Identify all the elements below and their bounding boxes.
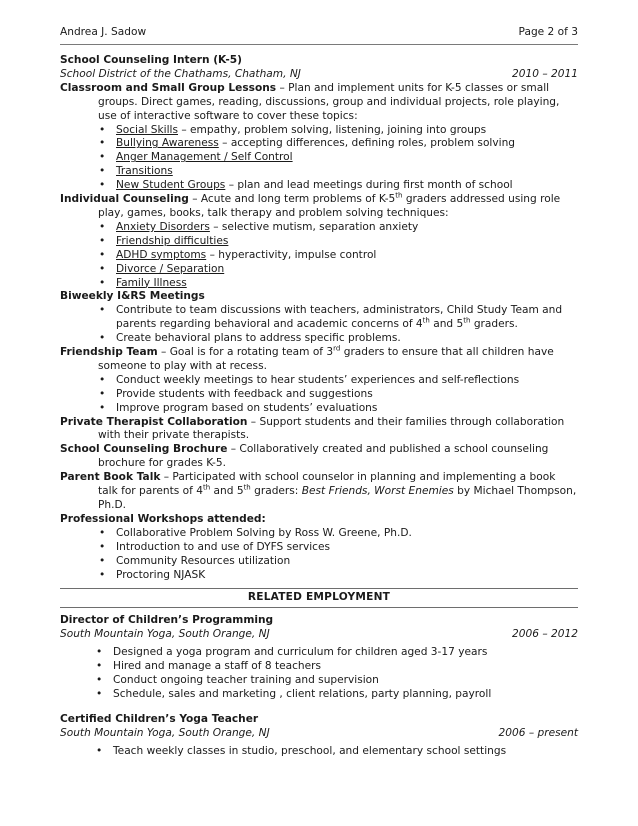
individual-text: graders addressed using role play, games, books, talk therapy and problem solving techniques: bbox=[98, 193, 561, 219]
brochure-label: School Counseling Brochure bbox=[60, 443, 228, 456]
book-talk-text: and 5 bbox=[210, 485, 244, 498]
ordinal-suffix: th bbox=[422, 316, 430, 325]
friendship-text: graders to ensure that all children have someone to play with at recess. bbox=[98, 346, 554, 372]
topic-desc: – empathy, problem solving, listening, joining into groups bbox=[178, 123, 487, 136]
ordinal-suffix: rd bbox=[333, 344, 341, 353]
topic-label: New Student Groups bbox=[116, 179, 226, 192]
individual-topics-list bbox=[60, 221, 578, 291]
related-employment-heading: RELATED EMPLOYMENT bbox=[60, 588, 578, 607]
director-org-row bbox=[60, 628, 578, 642]
topic-label: Family Illness bbox=[116, 276, 187, 289]
ordinal-suffix: th bbox=[202, 483, 211, 492]
list-item bbox=[116, 235, 578, 249]
friendship-text: – Goal is for a rotating team of 3 bbox=[157, 346, 334, 359]
biweekly-list bbox=[60, 304, 578, 346]
list-item bbox=[116, 124, 578, 138]
list-item bbox=[116, 165, 578, 179]
list-item bbox=[116, 151, 578, 165]
book-talk-text: graders: bbox=[250, 485, 302, 498]
workshops-heading bbox=[60, 513, 578, 527]
list-item: • Conduct ongoing teacher training and supervision bbox=[113, 674, 578, 688]
topic-label: Anger Management / Self Control bbox=[116, 151, 293, 164]
yoga-teacher-duties-list bbox=[60, 745, 578, 759]
yoga-teacher-org: South Mountain Yoga, South Orange, NJ bbox=[60, 726, 270, 739]
book-talk-text: – Participated with school counselor in planning and implementing a book talk for parents of 4 bbox=[98, 471, 556, 498]
topic-label: Social Skills bbox=[116, 123, 178, 136]
book-talk-paragraph bbox=[60, 471, 578, 513]
classroom-lessons-text: – Plan and implement units for K-5 classes or small groups. Direct games, reading, discussions, group and individual projects, role playing, use of interactive software to cover these topics: bbox=[98, 81, 560, 122]
list-item: • Community Resources utilization bbox=[116, 555, 578, 569]
topic-desc: – accepting differences, defining roles, problem solving bbox=[218, 137, 516, 150]
item-text: Contribute to team discussions with teachers, administrators, Child Study Team and parents regarding behavioral and academic concerns of 4 bbox=[116, 304, 563, 331]
director-job-title: Director of Children’s Programming bbox=[60, 614, 274, 627]
item-text: and 5 bbox=[429, 318, 464, 331]
topic-desc: – hyperactivity, impulse control bbox=[206, 248, 377, 261]
list-item: • Designed a yoga program and curriculum for children aged 3-17 years bbox=[113, 646, 578, 660]
list-item bbox=[116, 249, 578, 263]
list-item bbox=[116, 137, 578, 151]
author-name: Andrea J. Sadow bbox=[60, 26, 147, 38]
book-talk-label: Parent Book Talk bbox=[60, 471, 161, 484]
book-talk-text: by Michael Thompson, Ph.D. bbox=[98, 485, 577, 511]
intern-job-title: School Counseling Intern (K-5) bbox=[60, 54, 242, 66]
topic-label: Friendship difficulties bbox=[116, 234, 229, 247]
topic-label: Anxiety Disorders bbox=[116, 220, 210, 233]
list-item: • Collaborative Problem Solving by Ross W. Greene, Ph.D. bbox=[116, 527, 578, 541]
friendship-team-label: Friendship Team bbox=[60, 346, 158, 359]
topic-desc: – selective mutism, separation anxiety bbox=[209, 220, 419, 233]
friendship-list bbox=[60, 374, 578, 416]
workshops-label: Professional Workshops attended: bbox=[60, 512, 266, 525]
list-item: • Improve program based on students’ evaluations bbox=[116, 402, 578, 416]
list-item bbox=[116, 263, 578, 277]
classroom-topics-list bbox=[60, 124, 578, 194]
list-item: • Create behavioral plans to address specific problems. bbox=[116, 332, 578, 346]
resume-page bbox=[60, 26, 578, 759]
list-item bbox=[116, 304, 578, 332]
individual-counseling-paragraph bbox=[60, 193, 578, 221]
list-item: • Teach weekly classes in studio, preschool, and elementary school settings bbox=[113, 745, 578, 759]
topic-label: Bullying Awareness bbox=[116, 137, 219, 150]
topic-label: Divorce / Separation bbox=[116, 262, 225, 275]
individual-text: – Acute and long term problems of K-5 bbox=[188, 193, 396, 206]
topic-label: Transitions bbox=[116, 165, 173, 178]
intern-org-row bbox=[60, 68, 578, 82]
classroom-lessons-label: Classroom and Small Group Lessons bbox=[60, 81, 277, 94]
director-duties-list bbox=[60, 646, 578, 702]
list-item bbox=[116, 277, 578, 291]
book-title: Best Friends, Worst Enemies bbox=[301, 485, 454, 498]
page-header bbox=[60, 26, 578, 45]
list-item: • Conduct weekly meetings to hear students’ experiences and self-reflections bbox=[116, 374, 578, 388]
therapist-text: – Support students and their families through collaboration with their private therapists. bbox=[98, 415, 565, 442]
item-text: graders. bbox=[470, 318, 518, 331]
page-number: Page 2 of 3 bbox=[518, 26, 578, 38]
therapist-collaboration-paragraph bbox=[60, 416, 578, 444]
spacer bbox=[60, 702, 578, 713]
intern-org: School District of the Chathams, Chatham, NJ bbox=[60, 67, 301, 80]
director-org: South Mountain Yoga, South Orange, NJ bbox=[60, 628, 270, 641]
director-dates: 2006 – 2012 bbox=[512, 628, 578, 641]
list-item: • Introduction to and use of DYFS services bbox=[116, 541, 578, 555]
list-item: • Provide students with feedback and suggestions bbox=[116, 388, 578, 402]
ordinal-suffix: th bbox=[243, 483, 251, 492]
ordinal-suffix: th bbox=[395, 191, 403, 200]
friendship-team-paragraph bbox=[60, 346, 578, 374]
section-divider bbox=[60, 607, 578, 608]
list-item: • Proctoring NJASK bbox=[116, 569, 578, 583]
ordinal-suffix: th bbox=[463, 316, 471, 325]
list-item bbox=[116, 179, 578, 193]
list-item bbox=[116, 221, 578, 235]
yoga-teacher-dates: 2006 – present bbox=[498, 726, 578, 739]
list-item: • Hired and manage a staff of 8 teachers bbox=[113, 660, 578, 674]
biweekly-meetings-heading bbox=[60, 290, 578, 304]
yoga-teacher-org-row bbox=[60, 727, 578, 741]
yoga-teacher-job-title: Certified Children’s Yoga Teacher bbox=[60, 712, 259, 725]
brochure-text: – Collaboratively created and published a school counseling brochure for grades K-5. bbox=[98, 443, 549, 470]
classroom-lessons-paragraph bbox=[60, 82, 578, 124]
topic-desc: – plan and lead meetings during first month of school bbox=[225, 179, 513, 192]
biweekly-label: Biweekly I&RS Meetings bbox=[60, 290, 205, 303]
workshops-list bbox=[60, 527, 578, 583]
individual-counseling-label: Individual Counseling bbox=[60, 193, 189, 206]
brochure-paragraph bbox=[60, 443, 578, 471]
list-item: • Schedule, sales and marketing , client relations, party planning, payroll bbox=[113, 688, 578, 702]
intern-dates: 2010 – 2011 bbox=[512, 67, 578, 80]
topic-label: ADHD symptoms bbox=[116, 248, 207, 261]
therapist-label: Private Therapist Collaboration bbox=[60, 415, 248, 428]
